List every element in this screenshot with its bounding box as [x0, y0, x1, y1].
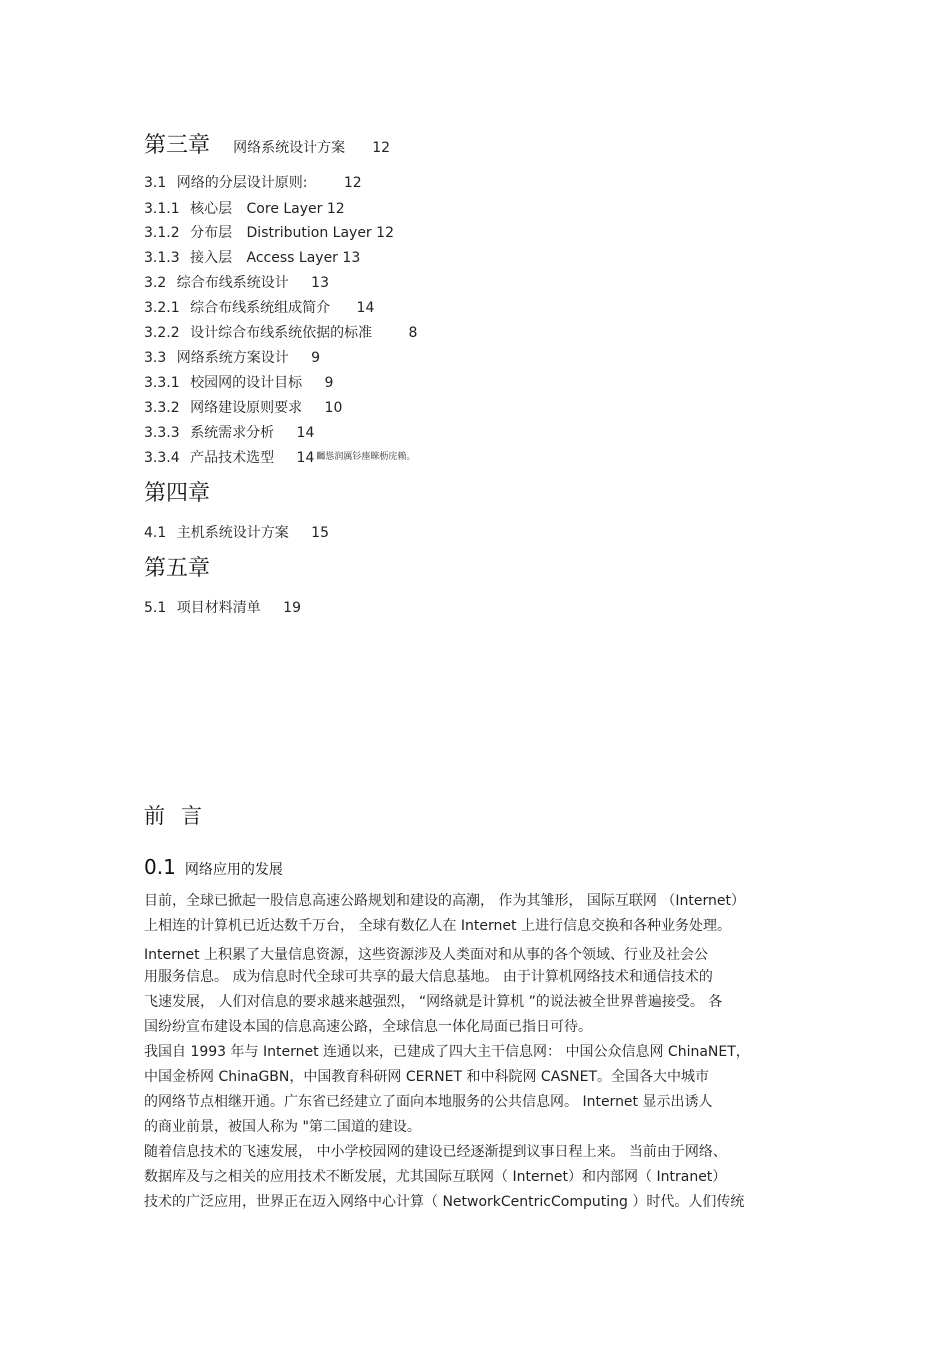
chapter-3-title: 网络系统设计方案	[233, 140, 346, 156]
toc-entry-label: 项目材料清单	[176, 600, 261, 616]
toc-entry-number: 3.3.4	[144, 450, 180, 466]
preface-line: 的网络节点相继开通。广东省已经建立了面向本地服务的公共信息网。 Internet 显示出诱人	[144, 1094, 713, 1110]
preface-line: 技术的广泛应用，世界正在迈入网络中心计算（ NetworkCentricComputing ）时代。人们传统	[144, 1194, 745, 1210]
preface-line: 中国金桥网 ChinaGBN，中国教育科研网 CERNET 和中科院网 CASNET。全国各大中城市	[144, 1069, 710, 1085]
toc-entry[interactable]	[144, 172, 362, 192]
toc-entry-label: 接入层	[190, 250, 233, 266]
toc-entry-number: 3.3.2	[144, 400, 180, 416]
toc-entry[interactable]	[144, 397, 342, 417]
toc-entry-english: Access Layer	[246, 250, 338, 266]
toc-entry[interactable]	[144, 222, 394, 242]
toc-entry[interactable]	[144, 597, 301, 617]
preface-line: 目前，全球已掀起一股信息高速公路规划和建设的高潮， 作为其雏形， 国际互联网 （Internet）	[144, 893, 745, 909]
toc-entry-label: 分布层	[190, 225, 233, 241]
chapter-3-heading-row	[144, 128, 390, 159]
toc-entry-page: 13	[311, 275, 329, 291]
section-number: 0.1	[144, 855, 176, 879]
toc-entry[interactable]	[144, 297, 374, 317]
toc-entry[interactable]	[144, 198, 345, 218]
chapter-5-heading: 第五章	[144, 556, 211, 581]
preface-line: 的商业前景，被国人称为 "第二国道的建设。	[144, 1119, 421, 1135]
preface-title: 前言	[144, 804, 218, 828]
toc-entry-label: 网络系统方案设计	[176, 350, 289, 366]
toc-entry[interactable]	[144, 447, 415, 467]
toc-entry-page: 14	[296, 450, 315, 466]
toc-entry-label: 校园网的设计目标	[190, 375, 303, 391]
chapter-3-page: 12	[372, 140, 391, 156]
toc-entry-label: 网络建设原则要求	[190, 400, 303, 416]
preface-line: 国纷纷宣布建设本国的信息高速公路，全球信息一体化局面已指日可待。	[144, 1019, 592, 1035]
section-title: 网络应用的发展	[184, 862, 283, 878]
toc-entry-number: 3.2	[144, 275, 167, 291]
toc-entry-number: 3.1.1	[144, 201, 180, 217]
toc-entry-english: Core Layer	[246, 201, 323, 217]
toc-entry-number: 3.1	[144, 175, 167, 191]
toc-entry-page: 9	[324, 375, 334, 391]
toc-entry-number: 3.2.2	[144, 325, 180, 341]
preface-line: 用服务信息。 成为信息时代全球可共享的最大信息基地。 由于计算机网络技术和通信技术的	[144, 969, 713, 985]
toc-entry-page: 10	[324, 400, 343, 416]
toc-entry[interactable]	[144, 322, 417, 342]
toc-entry-page: 14	[356, 300, 375, 316]
toc-entry-page: 12	[326, 201, 345, 217]
toc-entry[interactable]	[144, 422, 314, 442]
toc-entry-page: 15	[311, 525, 329, 541]
preface-line: 随着信息技术的飞速发展， 中小学校园网的建设已经逐渐提到议事日程上来。 当前由于网络、	[144, 1144, 727, 1160]
preface-line: 飞速发展， 人们对信息的要求越来越强烈， “网络就是计算机 ”的说法被全世界普遍接受。 各	[144, 994, 723, 1010]
toc-entry-page: 14	[296, 425, 315, 441]
toc-entry-page: 8	[408, 325, 418, 341]
toc-entry-page: 19	[283, 600, 301, 616]
chapter-4-heading: 第四章	[144, 481, 211, 506]
toc-entry-label: 系统需求分析	[190, 425, 275, 441]
toc-entry-number: 3.3.3	[144, 425, 180, 441]
toc-entry-page: 9	[311, 350, 321, 366]
toc-entry-number: 5.1	[144, 600, 167, 616]
toc-entry-label: 综合布线系统组成简介	[190, 300, 331, 316]
toc-entry[interactable]	[144, 247, 360, 267]
toc-entry-number: 3.1.2	[144, 225, 180, 241]
toc-entry-english: Distribution Layer	[246, 225, 372, 241]
toc-entry-label: 核心层	[190, 201, 233, 217]
toc-entry-number: 3.2.1	[144, 300, 180, 316]
toc-entry-label: 主机系统设计方案	[176, 525, 289, 541]
toc-entry-label: 综合布线系统设计	[176, 275, 289, 291]
preface-line: 上相连的计算机已近达数千万台， 全球有数亿人在 Internet 上进行信息交换和各种业务处理。	[144, 918, 731, 934]
preface-line: Internet 上积累了大量信息资源，这些资源涉及人类面对和从事的各个领域、行业及社会公	[144, 947, 709, 963]
toc-entry-page: 12	[343, 175, 362, 191]
preface-line: 数据库及与之相关的应用技术不断发展，尤其国际互联网（ Internet）和内部网（ Intranet）	[144, 1169, 727, 1185]
toc-entry-note: 矚慫润厲钐瘗睞枥庑赖。	[316, 452, 416, 462]
toc-entry[interactable]	[144, 522, 329, 542]
toc-entry-number: 3.1.3	[144, 250, 180, 266]
toc-entry-page: 13	[342, 250, 361, 266]
toc-entry-label: 产品技术选型	[190, 450, 275, 466]
chapter-3-heading: 第三章	[144, 133, 211, 158]
preface-line: 我国自 1993 年与 Internet 连通以来，已建成了四大主干信息网： 中国公众信息网 ChinaNET，	[144, 1044, 750, 1060]
toc-entry-number: 3.3.1	[144, 375, 180, 391]
section-heading	[144, 855, 283, 879]
toc-entry[interactable]	[144, 372, 333, 392]
toc-entry-number: 3.3	[144, 350, 167, 366]
toc-entry-number: 4.1	[144, 525, 167, 541]
toc-entry-label: 设计综合布线系统依据的标准	[190, 325, 373, 341]
toc-entry[interactable]	[144, 347, 320, 367]
toc-entry-label: 网络的分层设计原则:	[176, 175, 308, 191]
toc-entry[interactable]	[144, 272, 329, 292]
toc-entry-page: 12	[376, 225, 394, 241]
